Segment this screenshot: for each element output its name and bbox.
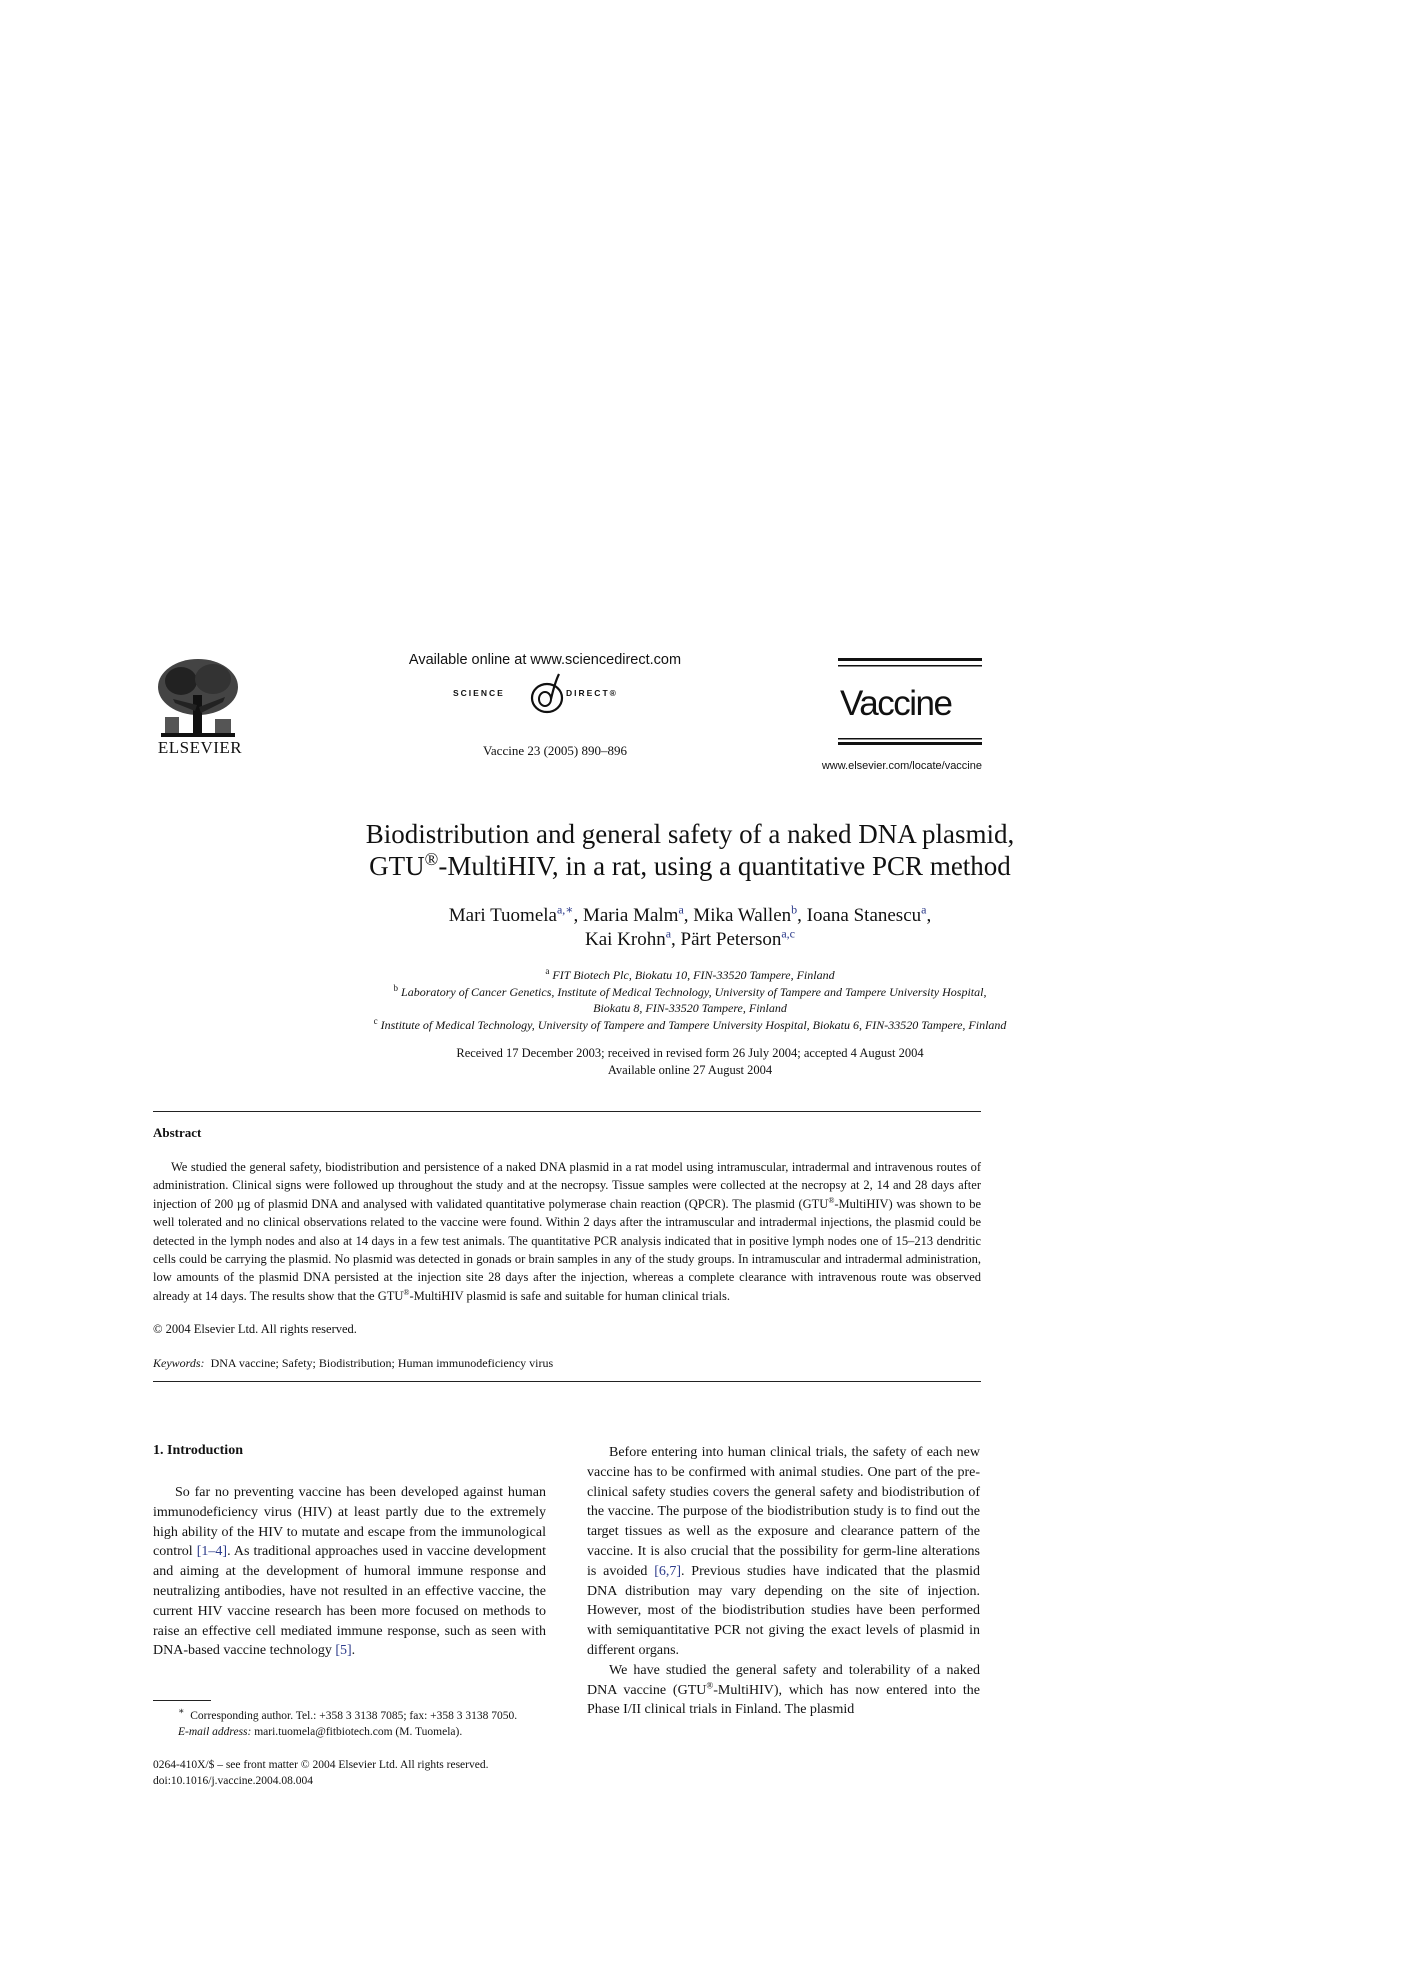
author[interactable]: Kai Krohn$^a$ — [584, 926, 672, 950]
author[interactable]: Mari Tuomela$^{a,∗}$ — [448, 902, 574, 926]
affiliation-b: $^b$ Laboratory of Cancer Genetics, Institute of Medical Technology, University of Tampere and Tampere University Hospital, — [393, 982, 987, 999]
available-online-link[interactable]: Available online at www.sciencedirect.com — [408, 652, 682, 668]
sd-science-text: SCIENCE — [453, 688, 505, 698]
abstract-copyright: © 2004 Elsevier Ltd. All rights reserved. — [153, 1322, 357, 1336]
citation-link[interactable]: [5] — [335, 1643, 352, 1659]
journal-citation: Vaccine 23 (2005) 890–896 — [482, 743, 628, 758]
affiliation-b-cont: Biokatu 8, FIN-33520 Tampere, Finland — [593, 1001, 787, 1015]
journal-title: Vaccine — [840, 684, 952, 723]
corresponding-author-footnote: ∗ Corresponding author. Tel.: +358 3 3138 7085; fax: +358 3 3138 7050. E-mail address: mari.tuomela@fitbiotech.com (M. Tuomela). — [178, 1706, 518, 1738]
keywords — [153, 1356, 553, 1371]
affiliation-c: $^c$ Institute of Medical Technology, University of Tampere and Tampere University Hospital, Biokatu 6, FIN-33520 Tampere, Finland — [373, 1015, 1007, 1032]
author[interactable]: Pärt Peterson$^{a,c}$ — [680, 926, 795, 950]
author[interactable]: Mika Wallen$^b$ — [693, 902, 798, 926]
affiliation-a: $^a$ FIT Biotech Plc, Biokatu 10, FIN-33520 Tampere, Finland — [545, 966, 835, 982]
abstract-body — [153, 1158, 981, 1305]
received-dates: Received 17 December 2003; received in revised form 26 July 2004; accepted 4 August 2004 — [456, 1046, 924, 1060]
front-matter — [153, 1757, 563, 1789]
author-list — [160, 904, 1220, 952]
footnote-divider — [153, 1700, 211, 1701]
author[interactable]: Ioana Stanescu$^a$ — [806, 902, 927, 926]
abstract-paragraph: We studied the general safety, biodistribution and persistence of a naked DNA plasmid in a rat model using intramuscular, intradermal and intravenous routes of administration. Clinical signs were followed up throughout the study and at the necropsy. Tissue samples were collected at the necropsy at 2, 14 and 28 days after injection of 200 µg of plasmid DNA and analysed with validated quantitative polymerase chain reaction (QPCR). The plasmid (GTU®-MultiHIV) was shown to be well tolerated and no clinical observations related to the vaccine were found. Within 2 days after the intramuscular and intradermal injections, the plasmid could be detected in the lymph nodes and also at 14 days in a few test animals. The quantitative PCR analysis indicated that in positive lymph nodes one of 15–213 dendritic cells could be carrying the plasmid. No plasmid was detected in gonads or brain samples in any of the study groups. In intramuscular and intradermal administration, low amounts of the plasmid DNA persisted at the injection site 28 days after the injection, whereas a complete clearance with intravenous route was observed already at 14 days. The results show that the GTU®-MultiHIV plasmid is safe and suitable for human clinical trials. — [153, 1160, 981, 1303]
title-line-2: GTU®-MultiHIV, in a rat, using a quantitative PCR method — [369, 849, 1011, 881]
doi-link[interactable]: doi:10.1016/j.vaccine.2004.08.004 — [153, 1775, 314, 1787]
abstract-heading: Abstract — [153, 1125, 202, 1140]
sciencedirect-logo — [440, 672, 650, 717]
divider — [153, 1111, 981, 1112]
title-line-1: Biodistribution and general safety of a naked DNA plasmid, — [365, 819, 1015, 849]
issn-line: 0264-410X/$ – see front matter © 2004 Elsevier Ltd. All rights reserved. — [153, 1759, 489, 1771]
right-column — [587, 1443, 980, 1720]
available-online-date: Available online 27 August 2004 — [607, 1063, 773, 1077]
citation-link[interactable]: [1–4] — [196, 1544, 228, 1560]
affiliations — [160, 967, 1220, 1033]
email-link[interactable]: mari.tuomela@fitbiotech.com (M. Tuomela). — [254, 1725, 463, 1738]
citation-link[interactable]: [6,7] — [654, 1563, 682, 1579]
keywords-label: Keywords: — [153, 1356, 205, 1370]
vaccine-journal-logo — [838, 658, 982, 768]
article-title — [160, 818, 1220, 882]
left-column — [153, 1483, 546, 1661]
author[interactable]: Maria Malm$^a$ — [582, 902, 684, 926]
author-line-1: Mari Tuomela$^{a,∗}$, Maria Malm$^a$, Mika Wallen$^b$, Ioana Stanescu$^a$, — [448, 902, 932, 926]
section-heading-introduction: 1. Introduction — [153, 1443, 243, 1458]
keywords-list: DNA vaccine; Safety; Biodistribution; Human immunodeficiency virus — [210, 1356, 554, 1370]
journal-url-link[interactable]: www.elsevier.com/locate/vaccine — [821, 760, 982, 772]
sd-direct-text: DIRECT® — [566, 688, 618, 698]
divider — [153, 1381, 981, 1382]
body-paragraph: We have studied the general safety and tolerability of a naked DNA vaccine (GTU®-MultiHIV), which has now entered into the Phase I/II clinical trials in Finland. The plasmid — [587, 1662, 980, 1718]
at-sign-icon — [529, 672, 565, 716]
body-paragraph: Before entering into human clinical trials, the safety of each new vaccine has to be confirmed with animal studies. One part of the pre-clinical safety studies covers the general safety and biodistribution of the vaccine. The purpose of the biodistribution study is to find out the target tissues as well as the exposure and clearance pattern of the vaccine. It is also crucial that the possibility for germ-line alterations is avoided [6,7]. Previous studies have indicated that the plasmid DNA distribution may vary depending on the site of injection. However, most of the biodistribution studies have been performed with semiquantitative PCR not giving the exact levels of plasmid in different organs. — [587, 1445, 980, 1658]
publisher-name: ELSEVIER — [157, 738, 243, 757]
author-line-2: Kai Krohn$^a$, Pärt Peterson$^{a,c}$ — [584, 926, 795, 950]
body-paragraph: So far no preventing vaccine has been developed against human immunodeficiency virus (HIV) at least partly due to the extremely high ability of the HIV to mutate and escape from the immunological control [1–4]. As traditional approaches used in vaccine development and aiming at the development of humoral immune response and neutralizing antibodies, have not resulted in an effective vaccine, the current HIV vaccine research has been more focused on methods to raise an effective cell mediated immune response, such as seen with DNA-based vaccine technology [5]. — [153, 1485, 546, 1659]
article-dates — [160, 1045, 1220, 1079]
